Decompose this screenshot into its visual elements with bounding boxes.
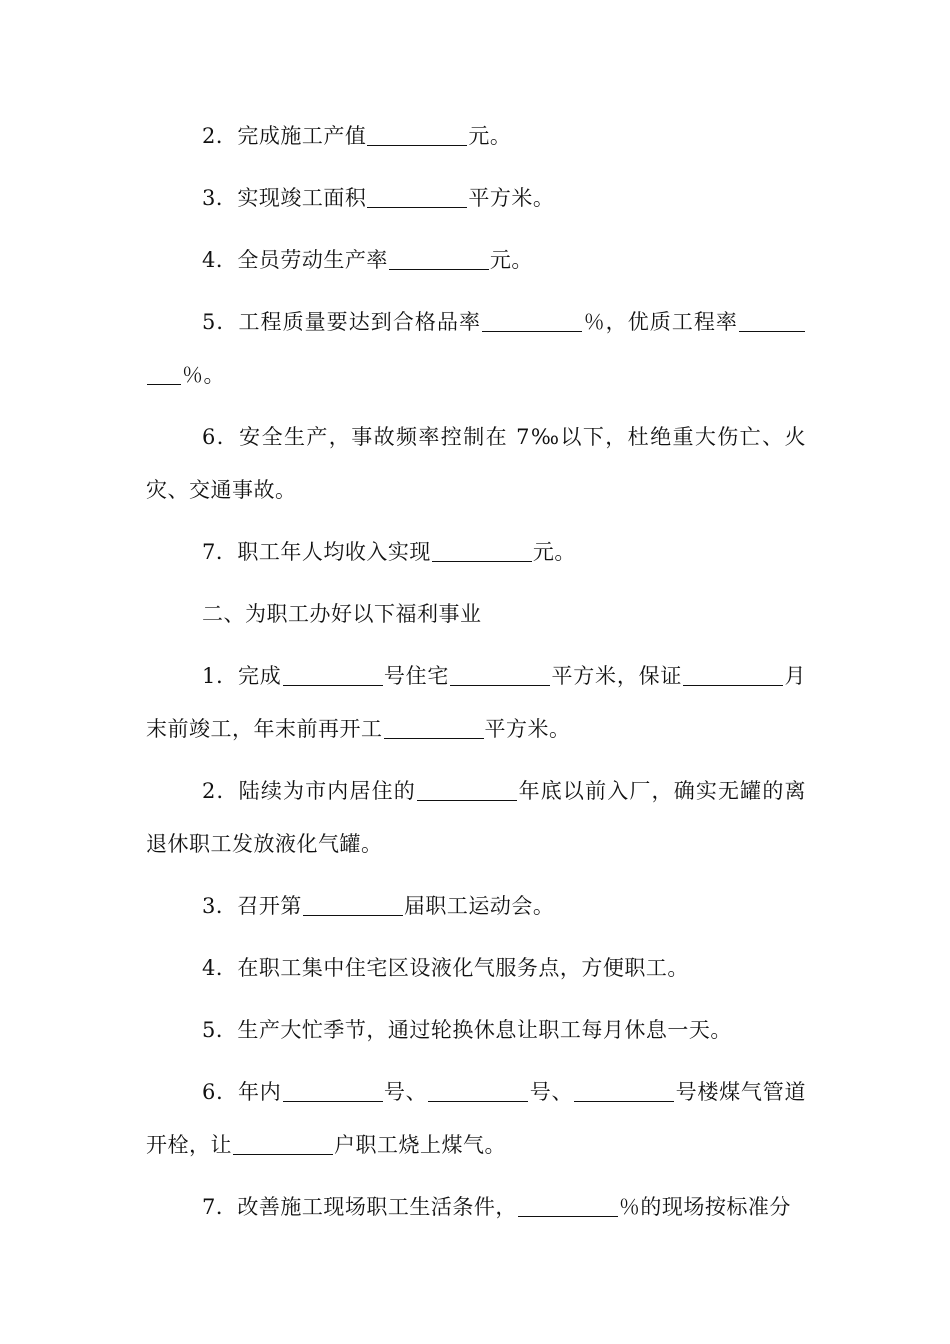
fill-blank[interactable] (283, 1080, 383, 1102)
item-text: 月末前竣工，年末前再开工 (146, 664, 807, 741)
item-text: 元。 (468, 124, 512, 148)
document-body (146, 110, 806, 1243)
item-text: 号、 (529, 1080, 574, 1104)
welfare-item-5-rest-day (146, 1004, 806, 1057)
fill-blank[interactable] (283, 664, 383, 686)
item-text: 2．陆续为市内居住的 (202, 779, 416, 803)
fill-blank[interactable] (367, 186, 467, 208)
welfare-item-2-gas-tanks (146, 765, 806, 871)
item-text: 元。 (489, 248, 533, 272)
item-text: 号楼煤气管道开栓，让 (146, 1080, 807, 1157)
item-2-output-value (146, 110, 806, 163)
item-7-income (146, 526, 806, 579)
welfare-item-7-site-conditions (146, 1181, 806, 1234)
section-heading-welfare: 二、为职工办好以下福利事业 (202, 602, 482, 626)
fill-blank[interactable] (574, 1080, 674, 1102)
item-text: ％。 (182, 363, 225, 387)
item-3-completed-area (146, 172, 806, 225)
item-text: 2．完成施工产值 (202, 124, 367, 148)
fill-blank[interactable] (303, 894, 403, 916)
fill-blank[interactable] (367, 124, 467, 146)
item-text: 1．完成 (202, 664, 282, 688)
fill-blank[interactable] (739, 310, 805, 332)
item-6-safety (146, 411, 806, 517)
fill-blank[interactable] (233, 1133, 333, 1155)
welfare-item-3-sports-meet (146, 880, 806, 933)
item-text: ％的现场按标准分 (618, 1195, 791, 1219)
item-text: 5．生产大忙季节，通过轮换休息让职工每月休息一天。 (202, 1018, 732, 1042)
item-text: 3．召开第 (202, 894, 302, 918)
item-text: 6．安全生产，事故频率控制在 7‰以下，杜绝重大伤亡、火灾、交通事故。 (146, 425, 806, 502)
fill-blank[interactable] (417, 779, 517, 801)
item-text: 号、 (383, 1080, 428, 1104)
item-text: 3．实现竣工面积 (202, 186, 367, 210)
item-text: 届职工运动会。 (403, 894, 555, 918)
fill-blank[interactable] (450, 664, 550, 686)
fill-blank[interactable] (518, 1195, 618, 1217)
fill-blank[interactable] (428, 1080, 528, 1102)
item-text: 4．全员劳动生产率 (202, 248, 388, 272)
item-text: ％，优质工程率 (583, 310, 738, 334)
item-text: 号住宅 (383, 664, 450, 688)
item-text: 年底以前入厂，确实无罐的离退休职工发放液化气罐。 (146, 779, 806, 856)
item-text: 元。 (532, 540, 576, 564)
item-text: 平方米，保证 (551, 664, 683, 688)
item-4-labor-productivity (146, 234, 806, 287)
fill-blank[interactable] (389, 248, 489, 270)
fill-blank[interactable] (147, 363, 181, 385)
fill-blank[interactable] (384, 717, 484, 739)
fill-blank[interactable] (683, 664, 783, 686)
welfare-item-1-housing (146, 650, 806, 756)
welfare-item-4-gas-service (146, 942, 806, 995)
item-5-quality-rate (146, 296, 806, 402)
item-text: 4．在职工集中住宅区设液化气服务点，方便职工。 (202, 956, 689, 980)
item-text: 7．职工年人均收入实现 (202, 540, 431, 564)
item-text: 7．改善施工现场职工生活条件， (202, 1195, 517, 1219)
item-text: 5．工程质量要达到合格品率 (202, 310, 482, 334)
item-text: 6．年内 (202, 1080, 282, 1104)
welfare-item-6-gas-pipes (146, 1066, 806, 1172)
fill-blank[interactable] (432, 540, 532, 562)
item-text: 平方米。 (484, 717, 571, 741)
fill-blank[interactable] (482, 310, 582, 332)
item-text: 平方米。 (468, 186, 555, 210)
item-text: 户职工烧上煤气。 (334, 1133, 506, 1157)
